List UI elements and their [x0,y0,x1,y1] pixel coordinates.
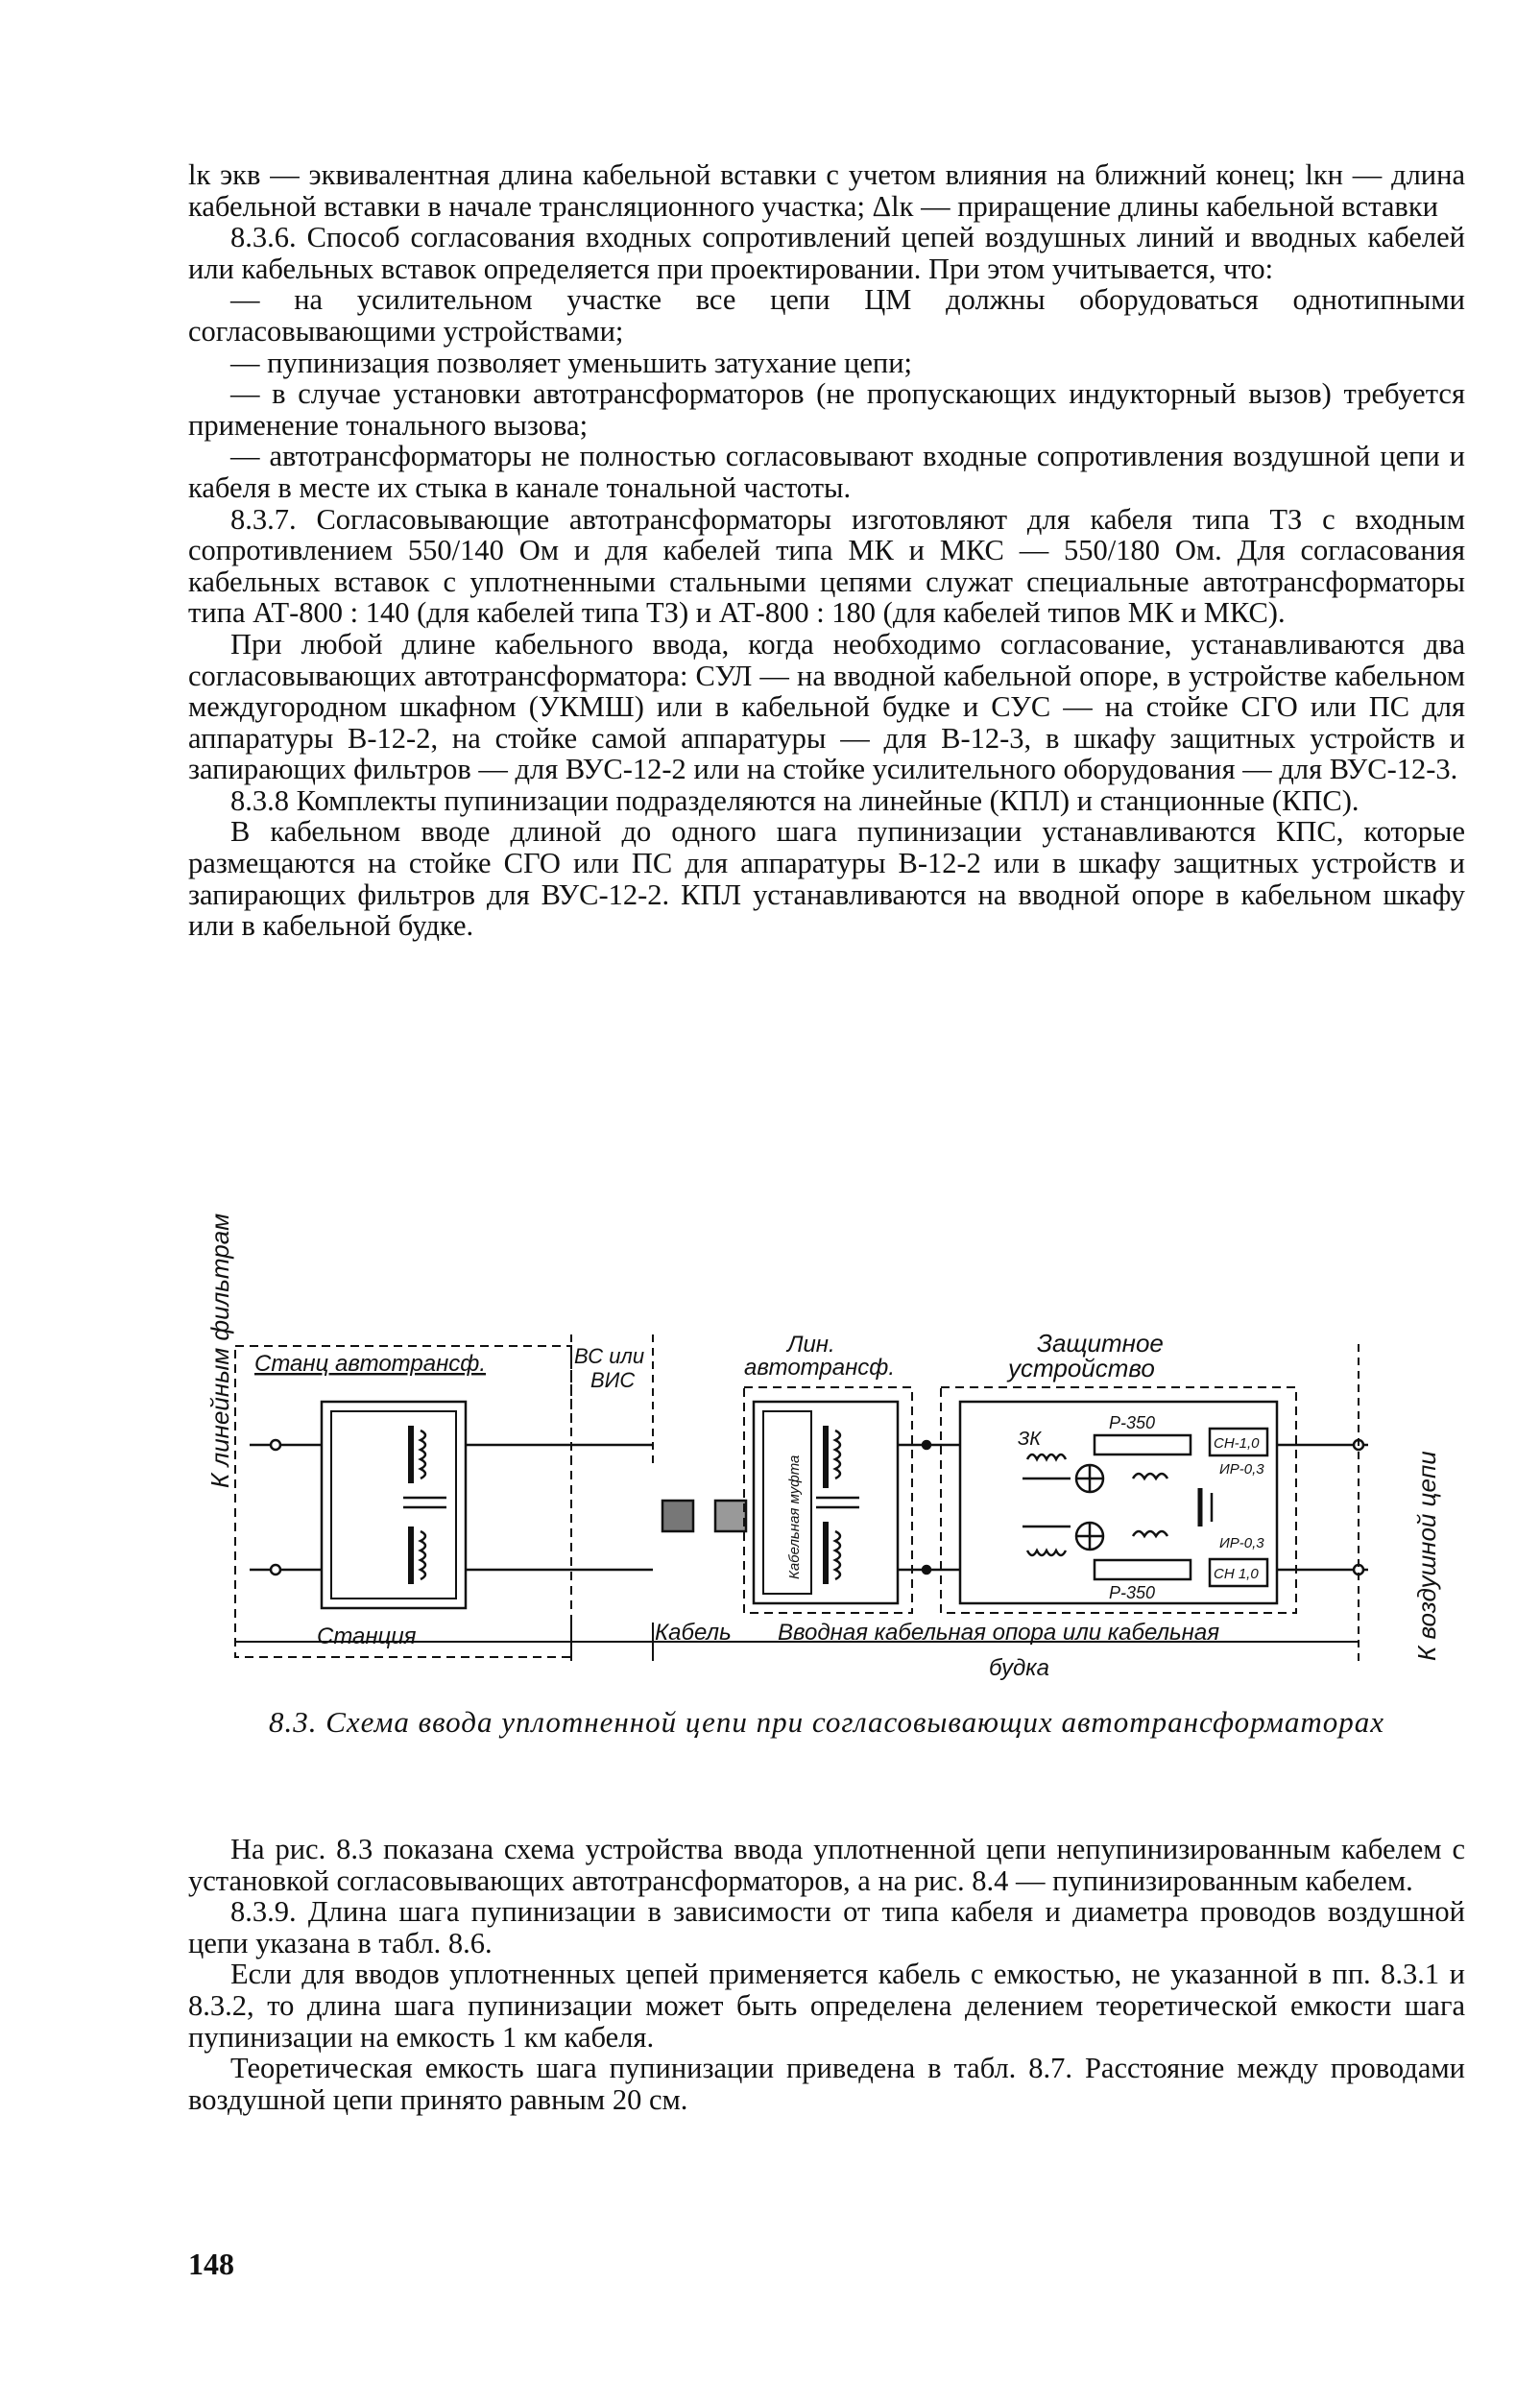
body-text-top [188,159,1465,942]
pole-label: Вводная кабельная опора или кабельная [778,1620,1220,1646]
resistor-bottom-label: Р-350 [1109,1583,1156,1602]
body-text-bottom [188,1834,1465,2115]
paragraph: 8.3.7. Согласовывающие автотрансформаторы изготовляют для кабеля типа ТЗ с входным сопротивлением 550/140 Ом и для кабелей типа МК и МКС — 550/180 Ом. Для согласования кабельных вставок с уплотненными стальными цепями служат специальные автотрансформаторы типа АТ-800 : 140 (для кабелей типа ТЗ) и АТ-800 : 180 (для кабелей типов МК и МКС). [188,502,1465,630]
circuit-diagram [205,1213,1459,1704]
ir-bottom-label: ИР-0,3 [1219,1535,1264,1551]
paragraph: При любой длине кабельного ввода, когда необходимо согласование, устанавливаются два согласовывающих автотрансформатора: СУЛ — на вводной кабельной опоре, в устройстве кабельном междугородном шкафном (УКМШ) или в кабельной будке и СУС — на стойке СГО или ПС для аппаратуры В-12-2, на стойке самой аппаратуры — для В-12-3, в шкафу защитных устройств и запирающих фильтров — для ВУС-12-2 или на стойке усилительного оборудования — для ВУС-12-3. [188,627,1465,786]
paragraph: lк экв — эквивалентная длина кабельной вставки с учетом влияния на ближний конец; lкн — длина кабельной вставки в начале трансляционного участка; Δlк — приращение длины кабельной вставки [188,158,1465,223]
paragraph: Теоретическая емкость шага пупинизации приведена в табл. 8.7. Расстояние между проводами воздушной цепи принято равным 20 см. [188,2052,1465,2116]
paragraph: — автотрансформаторы не полностью согласовывают входные сопротивления воздушной цепи и кабеля в месте их стыка в канале тональной частоты. [188,440,1465,504]
paragraph: Если для вводов уплотненных цепей применяется кабель с емкостью, не указанной в пп. 8.3.1 и 8.3.2, то длина шага пупинизации может быть определена делением теоретической емкости шага пупинизации на емкость 1 км кабеля. [188,1958,1465,2054]
left-vertical-label: К линейным фильтрам [205,1213,234,1488]
sn-bottom-label: СН 1,0 [1214,1566,1259,1582]
protective-device-label-2: устройство [1008,1354,1155,1382]
ir-top-label: ИР-0,3 [1219,1461,1264,1478]
right-vertical-label: К воздушной цепи [1412,1451,1441,1661]
cable-sleeve-label: Кабельная муфта [786,1454,803,1579]
paragraph: В кабельном вводе длиной до одного шага пупинизации устанавливаются КПС, которые размещаются на стойке СГО или ПС для аппаратуры В-12-2 или в шкафу защитных устройств и запирающих фильтров для ВУС-12-2. КПЛ устанавливаются на вводной опоре в кабельном шкафу или в кабельной будке. [188,815,1465,943]
paragraph: — в случае установки автотрансформаторов (не пропускающих индукторный вызов) требуется применение тонального вызова; [188,377,1465,442]
paragraph: 8.3.9. Длина шага пупинизации в зависимости от типа кабеля и диаметра проводов воздушной цепи указана в табл. 8.6. [188,1895,1465,1959]
paragraph: На рис. 8.3 показана схема устройства ввода уплотненной цепи непупинизированным кабелем с установкой согласовывающих автотрансформаторов, а на рис. 8.4 — пупинизированным кабелем. [188,1833,1465,1897]
vis-label: ВИС [590,1368,636,1392]
paragraph: 8.3.8 Комплекты пупинизации подразделяются на линейные (КПЛ) и станционные (КПС). [230,783,1360,817]
line-label: Лин. [787,1332,835,1358]
resistor-top-label: Р-350 [1109,1413,1156,1432]
zk-label: ЗК [1018,1429,1042,1450]
protective-device-label: Защитное [1037,1329,1164,1358]
cable-label: Кабель [655,1620,732,1646]
vs-label: ВС или [574,1344,645,1368]
figure-caption: 8.3. Схема ввода уплотненной цепи при согласовывающих автотрансформаторах [268,1705,1385,1739]
booth-label: будка [989,1655,1049,1681]
paragraph: — пупинизация позволяет уменьшить затухание цепи; [230,346,913,379]
paragraph: 8.3.6. Способ согласования входных сопротивлений цепей воздушных линий и вводных кабелей или кабельных вставок определяется при проектировании. При этом учитывается, что: [188,221,1465,285]
page-number: 148 [188,2247,234,2281]
station-autotransformer-label: Станц автотрансф. [254,1351,487,1377]
sn-top-label: СН-1,0 [1214,1435,1260,1452]
station-label: Станция [317,1623,417,1649]
line-autotransformer-label: автотрансф. [744,1355,896,1381]
paragraph: — на усилительном участке все цепи ЦМ должны оборудоваться однотипными согласовывающими устройствами; [188,283,1465,348]
